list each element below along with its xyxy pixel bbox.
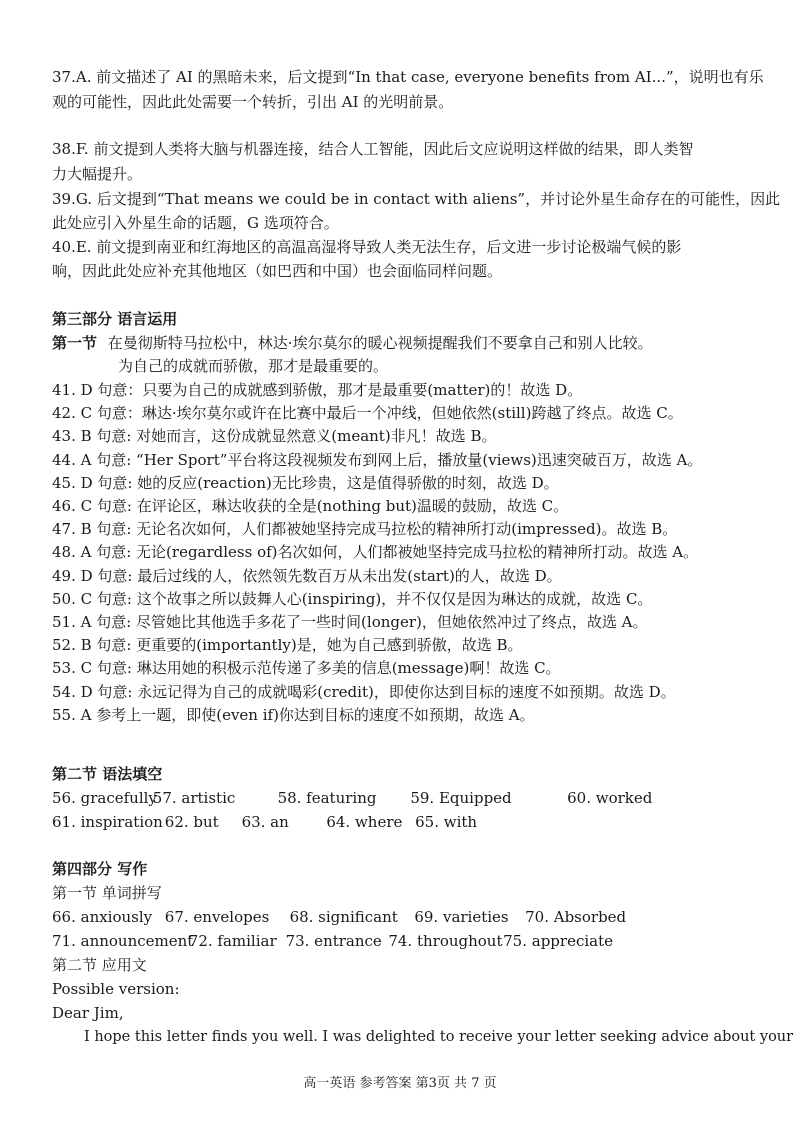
grammar-answer: 58. featuring: [277, 789, 377, 807]
section1-intro-text: 在曼彻斯特马拉松中，林达·埃尔莫尔的暖心视频提醒我们不要拿自己和别人比较。: [107, 334, 653, 352]
cloze-answer-item: 44. A 句意: “Her Sport”平台将这段视频发布到网上后，播放量(views)迅速突破百万，故选 A。: [52, 450, 703, 469]
writing-section-heading: 第二节 应用文: [52, 956, 147, 974]
section1-label: 第一节: [52, 334, 98, 352]
spelling-answer: 73. entrance: [285, 932, 382, 950]
grammar-answer: 57. artistic: [152, 789, 236, 807]
grammar-answer: 60. worked: [567, 789, 653, 807]
grammar-answer: 64. where: [326, 813, 403, 831]
part4-heading: 第四部分 写作: [52, 860, 148, 878]
cloze-answer-item: 47. B 句意: 无论名次如何，人们都被她坚持完成马拉松的精神所打动(impressed)。故选 B。: [52, 520, 678, 539]
spelling-answer: 69. varieties: [414, 908, 509, 926]
cloze-answer-item: 50. C 句意: 这个故事之所以鼓舞人心(inspiring)，并不仅仅是因为琳达的成就，故选 C。: [52, 589, 653, 608]
grammar-answer: 56. gracefully: [52, 789, 157, 807]
answer-39-line2: 此处应引入外星生命的话题，G 选项符合。: [52, 214, 339, 232]
spelling-answers-row-1: [52, 907, 626, 927]
answer-37-line2: 观的可能性，因此此处需要一个转折，引出 AI 的光明前景。: [52, 93, 454, 111]
spelling-answers-row-2: [52, 931, 613, 951]
cloze-answer-item: 46. C 句意: 在评论区，琳达收获的全是(nothing but)温暖的鼓励，故选 C。: [52, 497, 569, 515]
cloze-answer-item: 48. A 句意: 无论(regardless of)名次如何，人们都被她坚持完成马拉松的精神所打动。故选 A。: [52, 543, 699, 562]
cloze-answer-item: 51. A 句意: 尽管她比其他选手多花了一些时间(longer)，但她依然冲过了终点，故选 A。: [52, 613, 648, 631]
spelling-answer: 70. Absorbed: [525, 908, 627, 926]
grammar-answer: 59. Equipped: [410, 789, 512, 807]
answer-39-line1: 39.G. 后文提到“That means we could be in contact with aliens”，并讨论外星生命存在的可能性，因此: [52, 190, 781, 208]
answer-38-line2: 力大幅提升。: [52, 165, 143, 183]
part3-heading: 第三部分 语言运用: [52, 310, 178, 328]
spelling-answer: 75. appreciate: [503, 932, 613, 950]
cloze-answer-item: 54. D 句意: 永远记得为自己的成就喝彩(credit)，即使你达到目标的速度不如预期。故选 D。: [52, 682, 676, 701]
spelling-section-heading: 第一节 单词拼写: [52, 884, 162, 902]
answer-37-line1: 37.A. 前文描述了 AI 的黑暗未来，后文提到“In that case, everyone benefits from AI...”，说明也有乐: [52, 68, 764, 86]
cloze-answer-item: 43. B 句意: 对她而言，这份成就显然意义(meant)非凡！故选 B。: [52, 427, 497, 446]
answer-38-line1: 38.F. 前文提到人类将大脑与机器连接，结合人工智能，因此后文应说明这样做的结果，即人类智: [52, 140, 694, 158]
possible-version-label: Possible version:: [52, 980, 180, 998]
grammar-answer: 63. an: [241, 813, 289, 831]
grammar-section-heading: 第二节 语法填空: [52, 765, 163, 783]
spelling-answer: 67. envelopes: [164, 908, 270, 926]
cloze-answer-item: 53. C 句意: 琳达用她的积极示范传递了多美的信息(message)啊！故选 C。: [52, 659, 561, 678]
grammar-answer: 65. with: [415, 813, 478, 831]
spelling-answer: 71. announcement: [52, 932, 194, 950]
cloze-answer-item: 41. D 句意：只要为自己的成就感到骄傲，那才是最重要(matter)的！故选 D。: [52, 381, 583, 399]
spelling-answer: 72. familiar: [188, 932, 277, 950]
spelling-answer: 66. anxiously: [52, 908, 153, 926]
grammar-answers-row-2: [52, 812, 477, 832]
cloze-answer-item: 42. C 句意：琳达·埃尔莫尔或许在比赛中最后一个冲线，但她依然(still)跨越了终点。故选 C。: [52, 404, 683, 423]
part3-section1-intro: [52, 333, 653, 353]
answer-40-line1: 40.E. 前文提到南亚和红海地区的高温高湿将导致人类无法生存，后文进一步讨论极端气候的影: [52, 238, 682, 256]
letter-body-line1: I hope this letter finds you well. I was delighted to receive your letter seeking advice about your: [84, 1029, 794, 1045]
answer-40-line2: 响，因此此处应补充其他地区（如巴西和中国）也会面临同样问题。: [52, 262, 503, 280]
spelling-answer: 68. significant: [289, 908, 398, 926]
cloze-answer-item: 55. A 参考上一题，即使(even if)你达到目标的速度不如预期，故选 A。: [52, 705, 535, 724]
grammar-answer: 61. inspiration: [52, 813, 163, 831]
letter-greeting: Dear Jim,: [52, 1004, 124, 1022]
cloze-answer-item: 52. B 句意: 更重要的(importantly)是，她为自己感到骄傲，故选 B。: [52, 636, 523, 655]
section1-intro-line2: 为自己的成就而骄傲，那才是最重要的。: [118, 357, 389, 375]
page-footer: 高一英语 参考答案 第3页 共 7 页: [303, 1076, 497, 1091]
grammar-answers-row-1: [52, 788, 652, 808]
grammar-answer: 62. but: [164, 813, 219, 831]
cloze-answer-item: 45. D 句意: 她的反应(reaction)无比珍贵，这是值得骄傲的时刻，故选 D。: [52, 473, 559, 492]
cloze-answer-item: 49. D 句意: 最后过线的人，依然领先数百万从未出发(start)的人，故选 D。: [52, 566, 562, 585]
spelling-answer: 74. throughout: [388, 932, 503, 950]
